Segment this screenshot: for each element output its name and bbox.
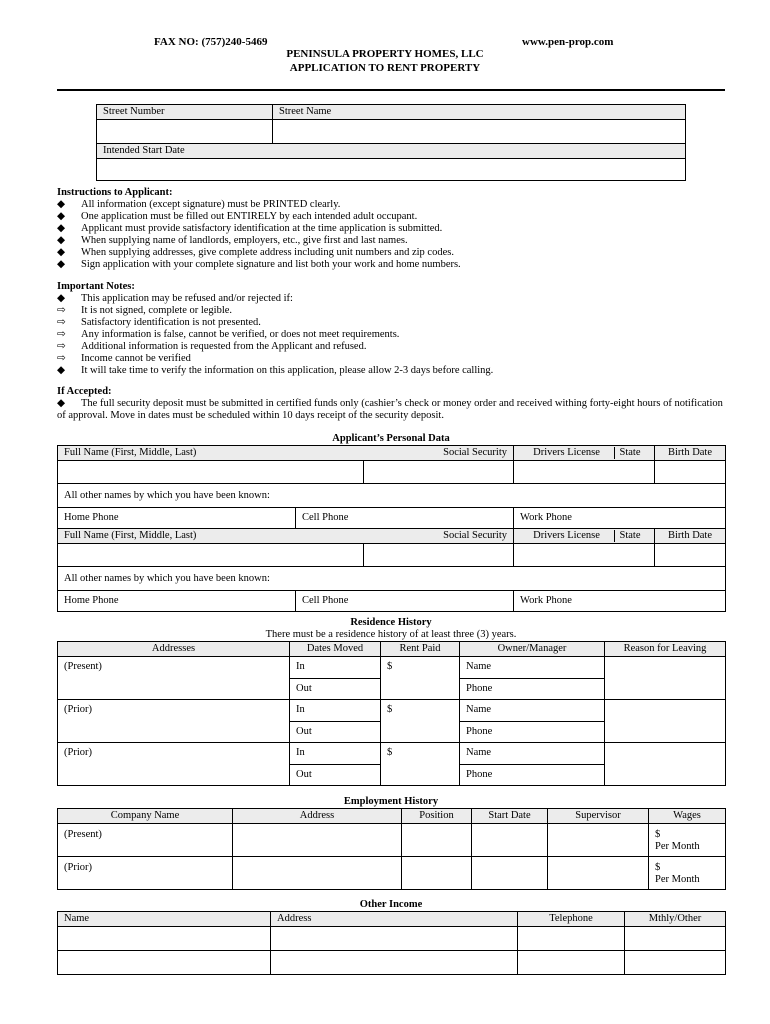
notes-heading: Important Notes: — [57, 281, 135, 292]
cell-phone-label: Cell Phone — [296, 508, 514, 529]
owner-name-field[interactable]: Name — [460, 700, 605, 722]
list-item: ◆ When supplying addresses, give complete address including unit numbers and zip codes. — [57, 247, 454, 258]
position-field[interactable] — [402, 824, 472, 857]
diamond-icon: ◆ — [57, 293, 66, 304]
diamond-icon: ◆ — [57, 235, 66, 246]
diamond-icon: ◆ — [57, 223, 66, 234]
arrow-right-icon: ⇨ — [57, 305, 66, 316]
company-name: PENINSULA PROPERTY HOMES, LLC — [286, 48, 484, 60]
home-phone-label: Home Phone — [58, 508, 296, 529]
birth-date-field[interactable] — [655, 544, 726, 567]
supervisor-field[interactable] — [548, 824, 649, 857]
start-date-field[interactable] — [472, 857, 548, 890]
wages-field[interactable]: $ Per Month — [649, 824, 726, 857]
residence-table — [57, 641, 726, 786]
list-item: ⇨ Any information is false, cannot be verified, or does not meet requirements. — [57, 329, 400, 340]
license-field[interactable] — [514, 461, 655, 484]
street-number-label: Street Number — [97, 105, 273, 120]
ssn-field[interactable] — [364, 461, 514, 484]
position-field[interactable] — [402, 857, 472, 890]
property-table — [96, 104, 686, 181]
notes-list — [57, 293, 493, 377]
move-out-field[interactable]: Out — [290, 765, 381, 786]
ssn-field[interactable] — [364, 544, 514, 567]
income-name-header: Name — [58, 912, 271, 927]
diamond-icon: ◆ — [57, 211, 66, 222]
instructions-list — [57, 199, 461, 271]
form-title: APPLICATION TO RENT PROPERTY — [289, 62, 481, 74]
birth-date-label: Birth Date — [655, 446, 726, 461]
owner-phone-field[interactable]: Phone — [460, 765, 605, 786]
list-item: ◆ When supplying name of landlords, employers, etc., give first and last names. — [57, 235, 408, 246]
income-address-header: Address — [271, 912, 518, 927]
income-address-field[interactable] — [271, 927, 518, 951]
rent-field[interactable]: $ — [381, 657, 460, 700]
birth-date-field[interactable] — [655, 461, 726, 484]
rent-field[interactable]: $ — [381, 700, 460, 743]
state-label: State — [614, 530, 645, 542]
reason-field[interactable] — [605, 743, 726, 786]
license-label: Drivers License — [533, 447, 600, 458]
list-item: ◆ One application must be filled out ENTIRELY by each intended adult occupant. — [57, 211, 418, 222]
street-name-field[interactable] — [273, 120, 686, 144]
list-item: ◆ All information (except signature) must be PRINTED clearly. — [57, 199, 341, 210]
owner-phone-field[interactable]: Phone — [460, 679, 605, 700]
work-phone-label: Work Phone — [514, 508, 726, 529]
instructions-heading: Instructions to Applicant: — [57, 187, 173, 198]
arrow-right-icon: ⇨ — [57, 353, 66, 364]
reason-field[interactable] — [605, 657, 726, 700]
move-in-field[interactable]: In — [290, 700, 381, 722]
accepted-heading: If Accepted: — [57, 386, 112, 397]
reason-header: Reason for Leaving — [605, 642, 726, 657]
street-name-label: Street Name — [273, 105, 686, 120]
list-item: ⇨ Satisfactory identification is not presented. — [57, 317, 261, 328]
diamond-icon: ◆ — [57, 365, 66, 376]
move-in-field[interactable]: In — [290, 657, 381, 679]
table-row[interactable]: (Present) — [58, 657, 290, 700]
diamond-icon: ◆ — [57, 398, 66, 409]
arrow-right-icon: ⇨ — [57, 329, 66, 340]
work-phone-label: Work Phone — [514, 591, 726, 612]
license-label: Drivers License — [533, 530, 600, 541]
other-names-label: All other names by which you have been known: — [58, 567, 726, 591]
list-item: ⇨ It is not signed, complete or legible. — [57, 305, 233, 316]
residence-heading: Residence History — [350, 617, 432, 628]
employer-address-field[interactable] — [233, 824, 402, 857]
list-item: ◆ Sign application with your complete signature and list both your work and home numbers. — [57, 259, 461, 270]
birth-date-label: Birth Date — [655, 529, 726, 544]
rent-field[interactable]: $ — [381, 743, 460, 786]
owner-name-field[interactable]: Name — [460, 657, 605, 679]
owner-manager-header: Owner/Manager — [460, 642, 605, 657]
move-in-field[interactable]: In — [290, 743, 381, 765]
addresses-header: Addresses — [58, 642, 290, 657]
list-item: ⇨ Income cannot be verified — [57, 353, 191, 364]
owner-name-field[interactable]: Name — [460, 743, 605, 765]
arrow-right-icon: ⇨ — [57, 317, 66, 328]
start-date-header: Start Date — [472, 809, 548, 824]
supervisor-field[interactable] — [548, 857, 649, 890]
start-date-field[interactable] — [97, 159, 686, 181]
reason-field[interactable] — [605, 700, 726, 743]
license-field[interactable] — [514, 544, 655, 567]
other-income-heading: Other Income — [359, 899, 423, 910]
list-item: ◆ Applicant must provide satisfactory identification at the time application is submitted. — [57, 223, 443, 234]
cell-phone-label: Cell Phone — [296, 591, 514, 612]
table-row[interactable]: (Prior) — [58, 857, 233, 890]
website: www.pen-prop.com — [522, 36, 614, 48]
table-row[interactable]: (Prior) — [58, 700, 290, 743]
full-name-label: Full Name (First, Middle, Last) — [58, 446, 364, 461]
move-out-field[interactable]: Out — [290, 722, 381, 743]
table-row[interactable]: (Prior) — [58, 743, 290, 786]
income-telephone-header: Telephone — [518, 912, 625, 927]
employment-heading: Employment History — [343, 796, 439, 807]
personal-data-table — [57, 445, 726, 612]
start-date-field[interactable] — [472, 824, 548, 857]
dates-moved-header: Dates Moved — [290, 642, 381, 657]
move-out-field[interactable]: Out — [290, 679, 381, 700]
income-name-field[interactable] — [58, 927, 271, 951]
other-names-label: All other names by which you have been known: — [58, 484, 726, 508]
income-monthly-field[interactable] — [625, 951, 726, 975]
list-item: ⇨ Additional information is requested from the Applicant and refused. — [57, 341, 367, 352]
company-header: Company Name — [58, 809, 233, 824]
home-phone-label: Home Phone — [58, 591, 296, 612]
address-header: Address — [233, 809, 402, 824]
state-label: State — [614, 447, 645, 459]
diamond-icon: ◆ — [57, 259, 66, 270]
employment-table — [57, 808, 726, 890]
position-header: Position — [402, 809, 472, 824]
list-item: ◆ This application may be refused and/or rejected if: — [57, 293, 293, 304]
employer-address-field[interactable] — [233, 857, 402, 890]
owner-phone-field[interactable]: Phone — [460, 722, 605, 743]
income-address-field[interactable] — [271, 951, 518, 975]
supervisor-header: Supervisor — [548, 809, 649, 824]
residence-subheading: There must be a residence history of at least three (3) years. — [265, 629, 517, 640]
ssn-label: Social Security — [364, 446, 514, 461]
street-number-field[interactable] — [97, 120, 273, 144]
income-telephone-field[interactable] — [518, 927, 625, 951]
full-name-field[interactable] — [58, 544, 364, 567]
income-monthly-header: Mthly/Other — [625, 912, 726, 927]
personal-data-heading: Applicant’s Personal Data — [332, 433, 450, 444]
wages-field[interactable]: $ Per Month — [649, 857, 726, 890]
start-date-label: Intended Start Date — [97, 144, 686, 159]
income-telephone-field[interactable] — [518, 951, 625, 975]
arrow-right-icon: ⇨ — [57, 341, 66, 352]
income-monthly-field[interactable] — [625, 927, 726, 951]
full-name-label: Full Name (First, Middle, Last) — [58, 529, 364, 544]
rent-paid-header: Rent Paid — [381, 642, 460, 657]
accepted-text: ◆ The full security deposit must be submitted in certified funds only (cashier’s check or money order and received withing forty-eight hours of notification of approval. Move in dates must be scheduled within 10 days receipt of the security deposit. — [57, 398, 723, 421]
fax-number: FAX NO: (757)240-5469 — [154, 36, 268, 48]
income-name-field[interactable] — [58, 951, 271, 975]
list-item: ◆ It will take time to verify the information on this application, please allow 2-3 days before calling. — [57, 365, 494, 376]
other-income-table — [57, 911, 726, 975]
wages-header: Wages — [649, 809, 726, 824]
table-row[interactable]: (Present) — [58, 824, 233, 857]
diamond-icon: ◆ — [57, 247, 66, 258]
full-name-field[interactable] — [58, 461, 364, 484]
diamond-icon: ◆ — [57, 199, 66, 210]
header-divider — [57, 89, 725, 91]
ssn-label: Social Security — [364, 529, 514, 544]
